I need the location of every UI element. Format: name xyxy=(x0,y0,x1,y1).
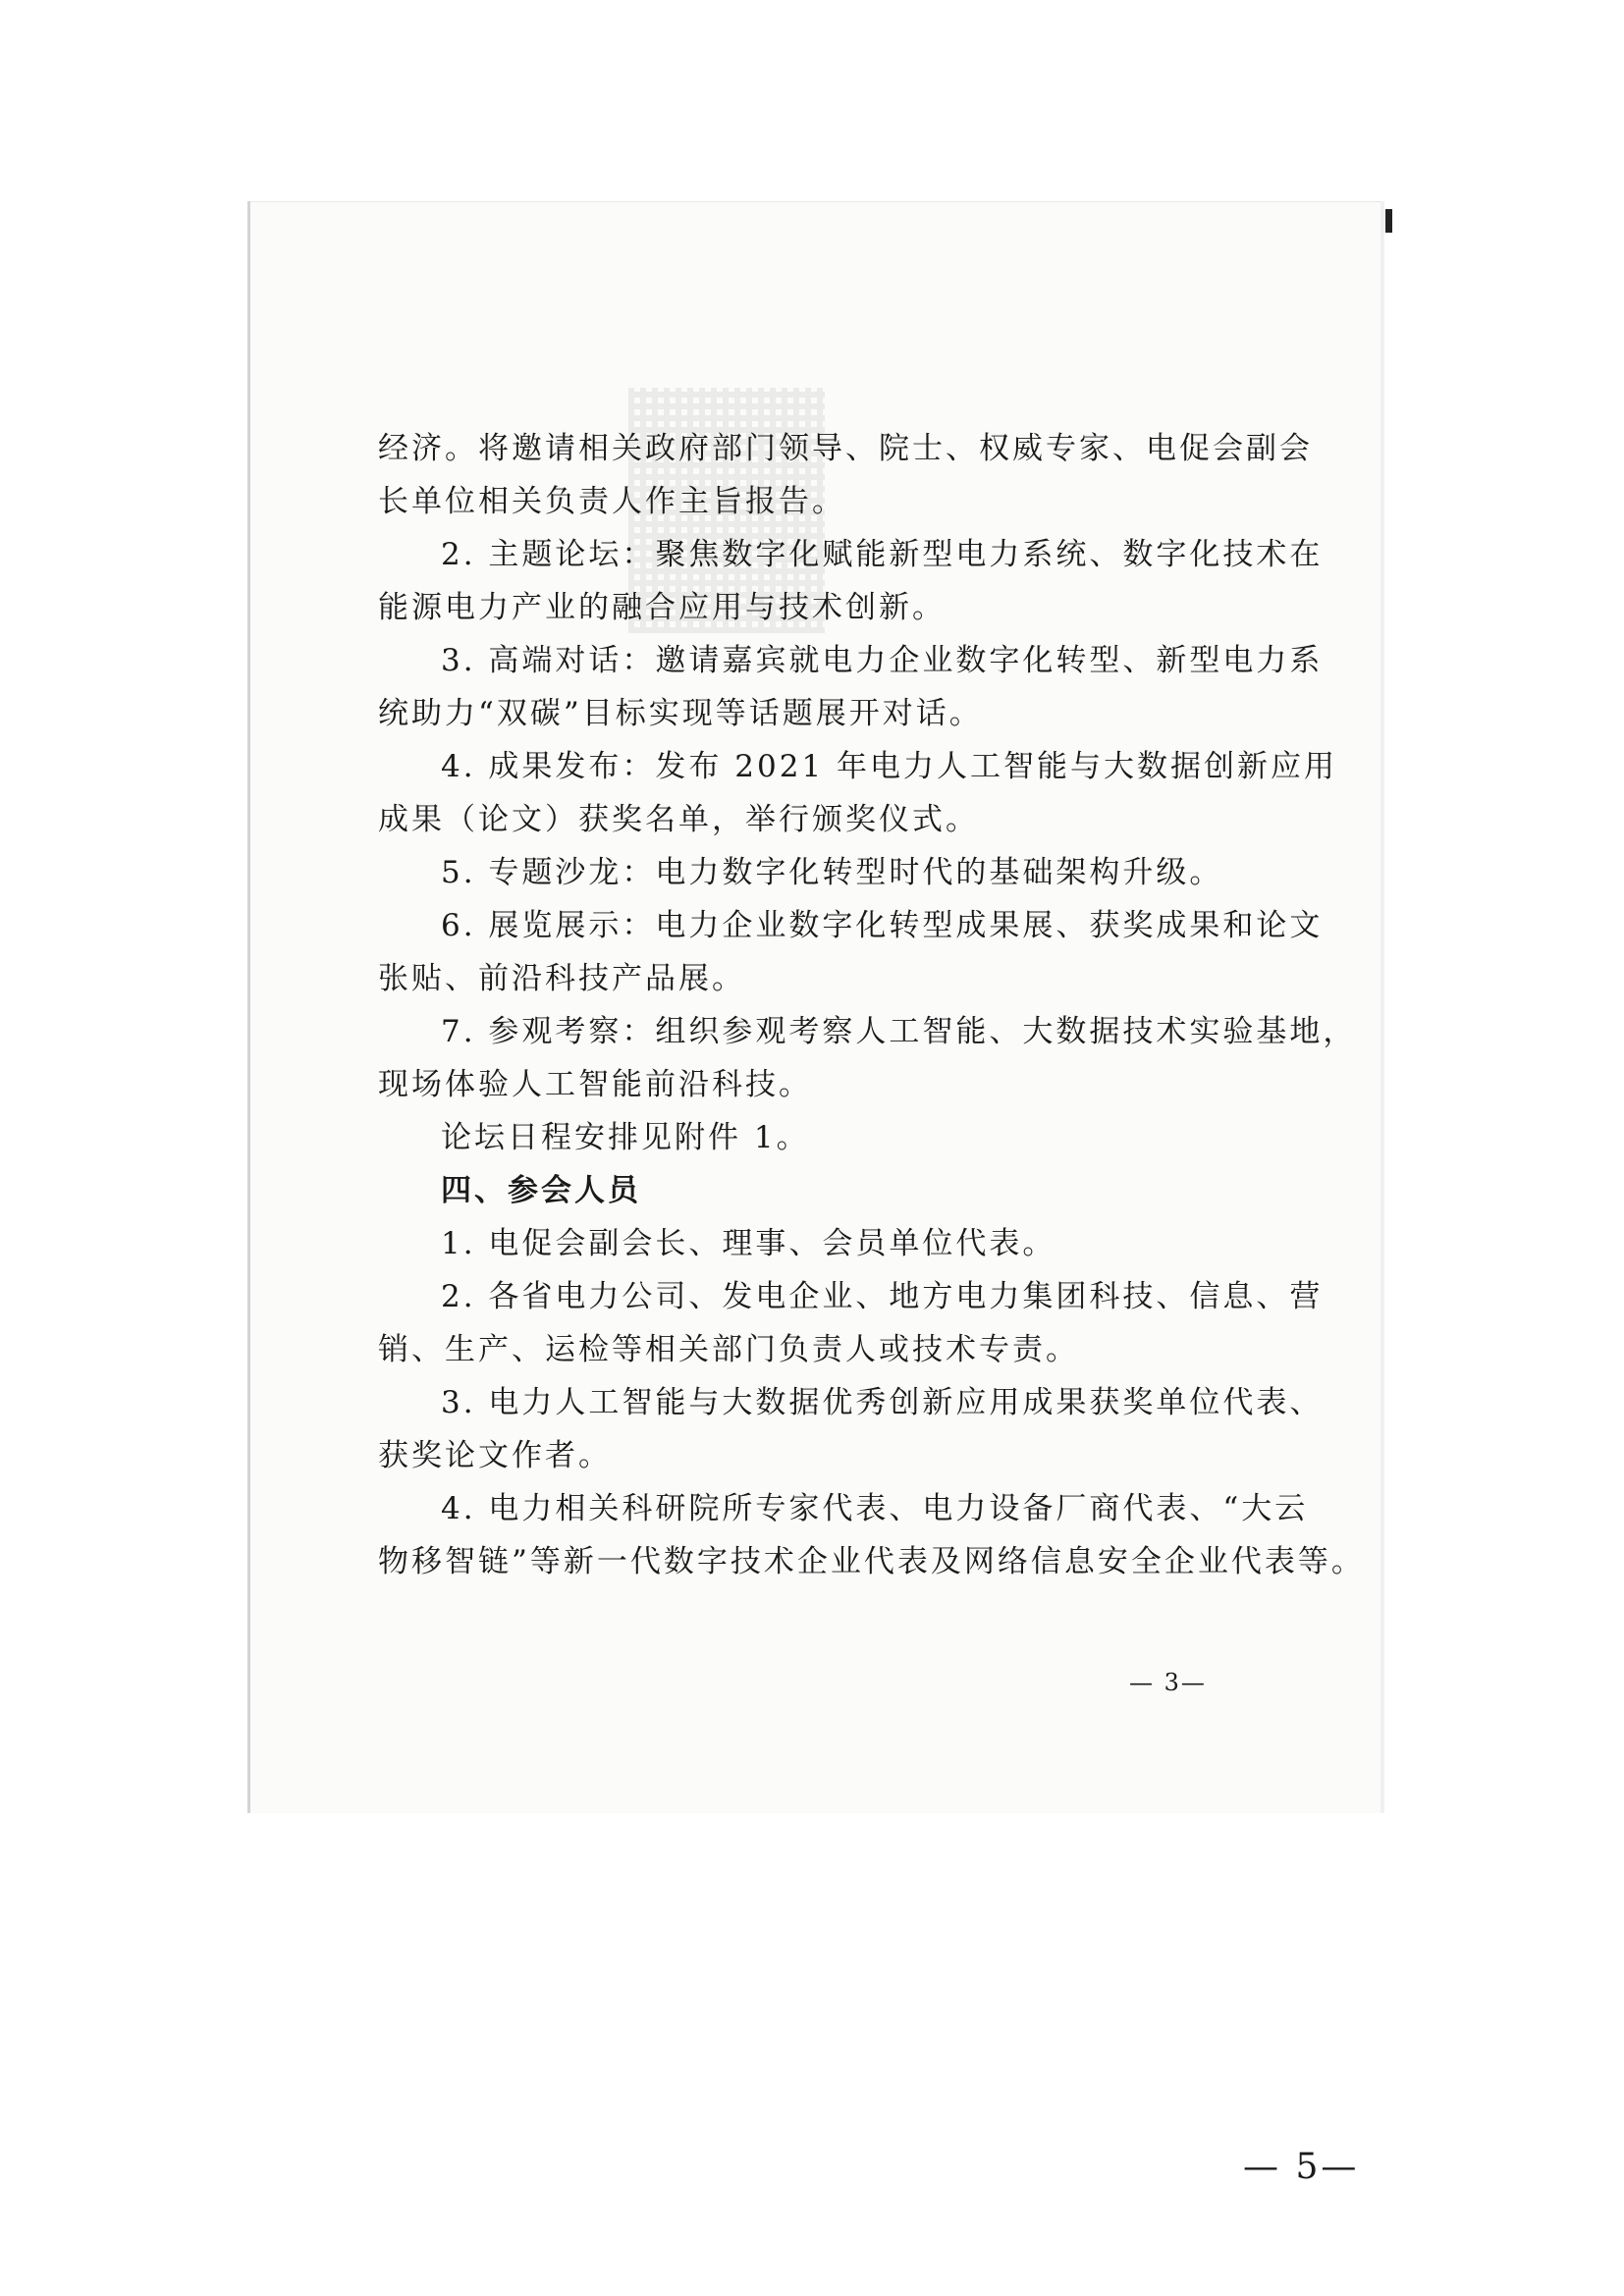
text-line: 2. 主题论坛：聚焦数字化赋能新型电力系统、数字化技术在 xyxy=(441,537,1324,572)
text-line: 3. 高端对话：邀请嘉宾就电力企业数字化转型、新型电力系 xyxy=(441,643,1324,678)
scan-top-edge xyxy=(250,201,1384,202)
text-line: 论坛日程安排见附件 1。 xyxy=(441,1120,810,1155)
text-line: 4. 成果发布：发布 2021 年电力人工智能与大数据创新应用 xyxy=(441,749,1338,784)
text-line: 销、生产、运检等相关部门负责人或技术专责。 xyxy=(378,1332,1079,1367)
text-line: 4. 电力相关科研院所专家代表、电力设备厂商代表、“大云 xyxy=(441,1491,1309,1526)
text-line: 能源电力产业的融合应用与技术创新。 xyxy=(378,590,946,625)
text-line: 成果（论文）获奖名单，举行颁奖仪式。 xyxy=(378,802,979,837)
text-line: 2. 各省电力公司、发电企业、地方电力集团科技、信息、营 xyxy=(441,1279,1324,1314)
text-line: 7. 参观考察：组织参观考察人工智能、大数据技术实验基地， xyxy=(441,1014,1357,1049)
scan-right-edge xyxy=(1380,201,1384,1813)
outer-page-number: — 5— xyxy=(1243,2147,1360,2187)
text-line: 现场体验人工智能前沿科技。 xyxy=(378,1067,812,1102)
text-line: 张贴、前沿科技产品展。 xyxy=(378,961,745,996)
text-line: 长单位相关负责人作主旨报告。 xyxy=(378,484,845,519)
section-heading: 四、参会人员 xyxy=(441,1173,641,1208)
text-line: 3. 电力人工智能与大数据优秀创新应用成果获奖单位代表、 xyxy=(441,1385,1324,1420)
document-body xyxy=(378,422,1365,1588)
text-line: 6. 展览展示：电力企业数字化转型成果展、获奖成果和论文 xyxy=(441,908,1324,943)
inner-page-number: — 3— xyxy=(1129,1669,1207,1696)
text-line: 物移智链”等新一代数字技术企业代表及网络信息安全企业代表等。 xyxy=(378,1544,1365,1579)
text-line: 统助力“双碳”目标实现等话题展开对话。 xyxy=(378,696,983,731)
scan-edge-mark xyxy=(1385,209,1392,233)
text-line: 获奖论文作者。 xyxy=(378,1438,612,1473)
text-line: 经济。将邀请相关政府部门领导、院士、权威专家、电促会副会 xyxy=(378,431,1313,466)
text-line: 5. 专题沙龙：电力数字化转型时代的基础架构升级。 xyxy=(441,855,1223,890)
text-line: 1. 电促会副会长、理事、会员单位代表。 xyxy=(441,1226,1056,1261)
